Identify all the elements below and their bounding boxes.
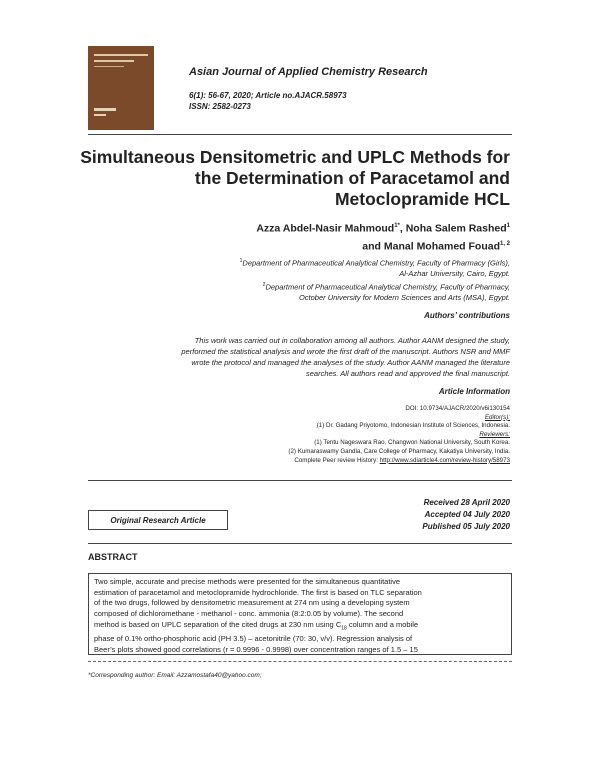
abstract-line: estimation of paracetamol and metoclopramide hydrochloride. The first is based on TLC separation <box>94 587 422 597</box>
info-divider <box>88 480 512 481</box>
abstract-subscript: 18 <box>341 625 347 632</box>
abstract-line: of the two drugs, followed by densitometric measurement at 274 nm using a developing system <box>94 598 410 608</box>
author-marker: 1* <box>394 223 400 229</box>
title-line: Simultaneous Densitometric and UPLC Methods for <box>80 147 510 167</box>
affiliation-line: Department of Pharmaceutical Analytical Chemistry, Faculty of Pharmacy, <box>265 282 510 291</box>
reviewers-label: Reviewers: <box>479 430 510 438</box>
issn: ISSN: 2582-0273 <box>189 102 251 111</box>
article-info <box>90 405 510 465</box>
contributions-line: This work was carried out in collaboration among all authors. Author AANM designed the study, <box>194 336 510 345</box>
abstract-fragment: method is based on UPLC separation of the cited drugs at 230 nm using C <box>94 619 342 629</box>
published-date: Published 05 July 2020 <box>422 522 510 531</box>
affiliation-line: Department of Pharmaceutical Analytical Chemistry, Faculty of Pharmacy (Girls), <box>242 258 510 268</box>
review-history-label: Complete Peer review History: <box>294 456 380 464</box>
title-line: the Determination of Paracetamol and <box>194 168 510 188</box>
journal-cover-image <box>88 46 154 130</box>
contributions-line: searches. All authors read and approved the final manuscript. <box>305 369 510 378</box>
reviewer: (1) Tentu Nageswara Rao, Changwon National University, South Korea. <box>314 439 510 447</box>
contributions-text <box>90 335 510 379</box>
abstract-line: Beer’s plots showed good correlations (r = 0.9996 - 0.9998) over concentration ranges of 1.5 – 15 <box>94 644 418 654</box>
corresponding-author-footnote: *Corresponding author: Email: Azzamostafa40@yahoo.com; <box>88 672 262 679</box>
abstract-text <box>88 573 512 655</box>
received-date: Received 28 April 2020 <box>423 498 510 507</box>
abstract-heading: ABSTRACT <box>88 552 138 562</box>
abstract-fragment: column and a mobile <box>346 619 419 629</box>
footnote-divider <box>88 661 512 662</box>
author-name: Noha Salem Rashed <box>405 222 507 235</box>
author-marker: 1, 2 <box>499 240 510 247</box>
header-divider <box>88 134 512 135</box>
title-line: Metoclopramide HCL <box>334 189 510 209</box>
paper-title <box>80 147 510 210</box>
author-marker: 1 <box>506 223 510 229</box>
abstract-line: phase of 0.1% ortho-phosphoric acid (PH 3.5) – acetonitrile (70: 30, v/v). Regression analysis of <box>94 634 413 644</box>
article-type-box: Original Research Article <box>88 510 228 530</box>
affiliations <box>90 256 510 303</box>
doi: DOI: 10.9734/AJACR/2020/v6i130154 <box>405 405 510 412</box>
accepted-date: Accepted 04 July 2020 <box>424 510 510 519</box>
reviewer: (2) Kumaraswamy Gandla, Care College of Pharmacy, Kakatiya University, India. <box>288 447 510 455</box>
affiliation-marker: 2 <box>262 281 266 288</box>
author-name: Azza Abdel-Nasir Mahmoud <box>256 222 395 235</box>
contributions-line: wrote the protocol and managed the analyses of the study. Author AANM managed the literature <box>191 358 510 367</box>
contributions-heading: Authors’ contributions <box>424 311 510 320</box>
affiliation-line: October University for Modern Sciences and Arts (MSA), Egypt. <box>298 292 510 302</box>
citation-block <box>189 90 347 112</box>
editor-label: Editor(s): <box>484 413 510 421</box>
affiliation-line: Al-Azhar University, Cairo, Egypt. <box>399 269 510 278</box>
author-list: Azza Abdel-Nasir Mahmoud$^{1*}$, Noha Salem Rashed$^1$ and Manal Mohamed Fouad$^{1, 2}$ <box>256 222 510 252</box>
abstract-divider <box>88 543 512 544</box>
contributions-line: performed the statistical analysis and wrote the first draft of the manuscript. Authors NSR and MMF <box>181 347 510 356</box>
article-info-heading: Article Information <box>438 387 510 396</box>
affiliation-marker: 1 <box>239 258 243 264</box>
review-history-link[interactable]: http://www.sdiarticle4.com/review-history/58973 <box>379 456 510 464</box>
editor: (1) Dr. Gadang Priyotomo, Indonesian Institute of Sciences, Indonesia. <box>316 422 510 430</box>
abstract-line <box>94 620 506 634</box>
citation: 6(1): 56-67, 2020; Article no.AJACR.58973 <box>189 91 347 100</box>
abstract-line: Two simple, accurate and precise methods were presented for the simultaneous quantitative <box>94 577 400 586</box>
review-history <box>90 457 510 466</box>
author-conjunction: and <box>362 240 381 252</box>
dates <box>422 497 510 533</box>
abstract-line: composed of dichloromethane - methanol - conc. ammonia (8:2:0.05 by volume). The second <box>94 609 404 619</box>
journal-name: Asian Journal of Applied Chemistry Research <box>189 66 428 78</box>
author-name: Manal Mohamed Fouad <box>383 240 500 252</box>
